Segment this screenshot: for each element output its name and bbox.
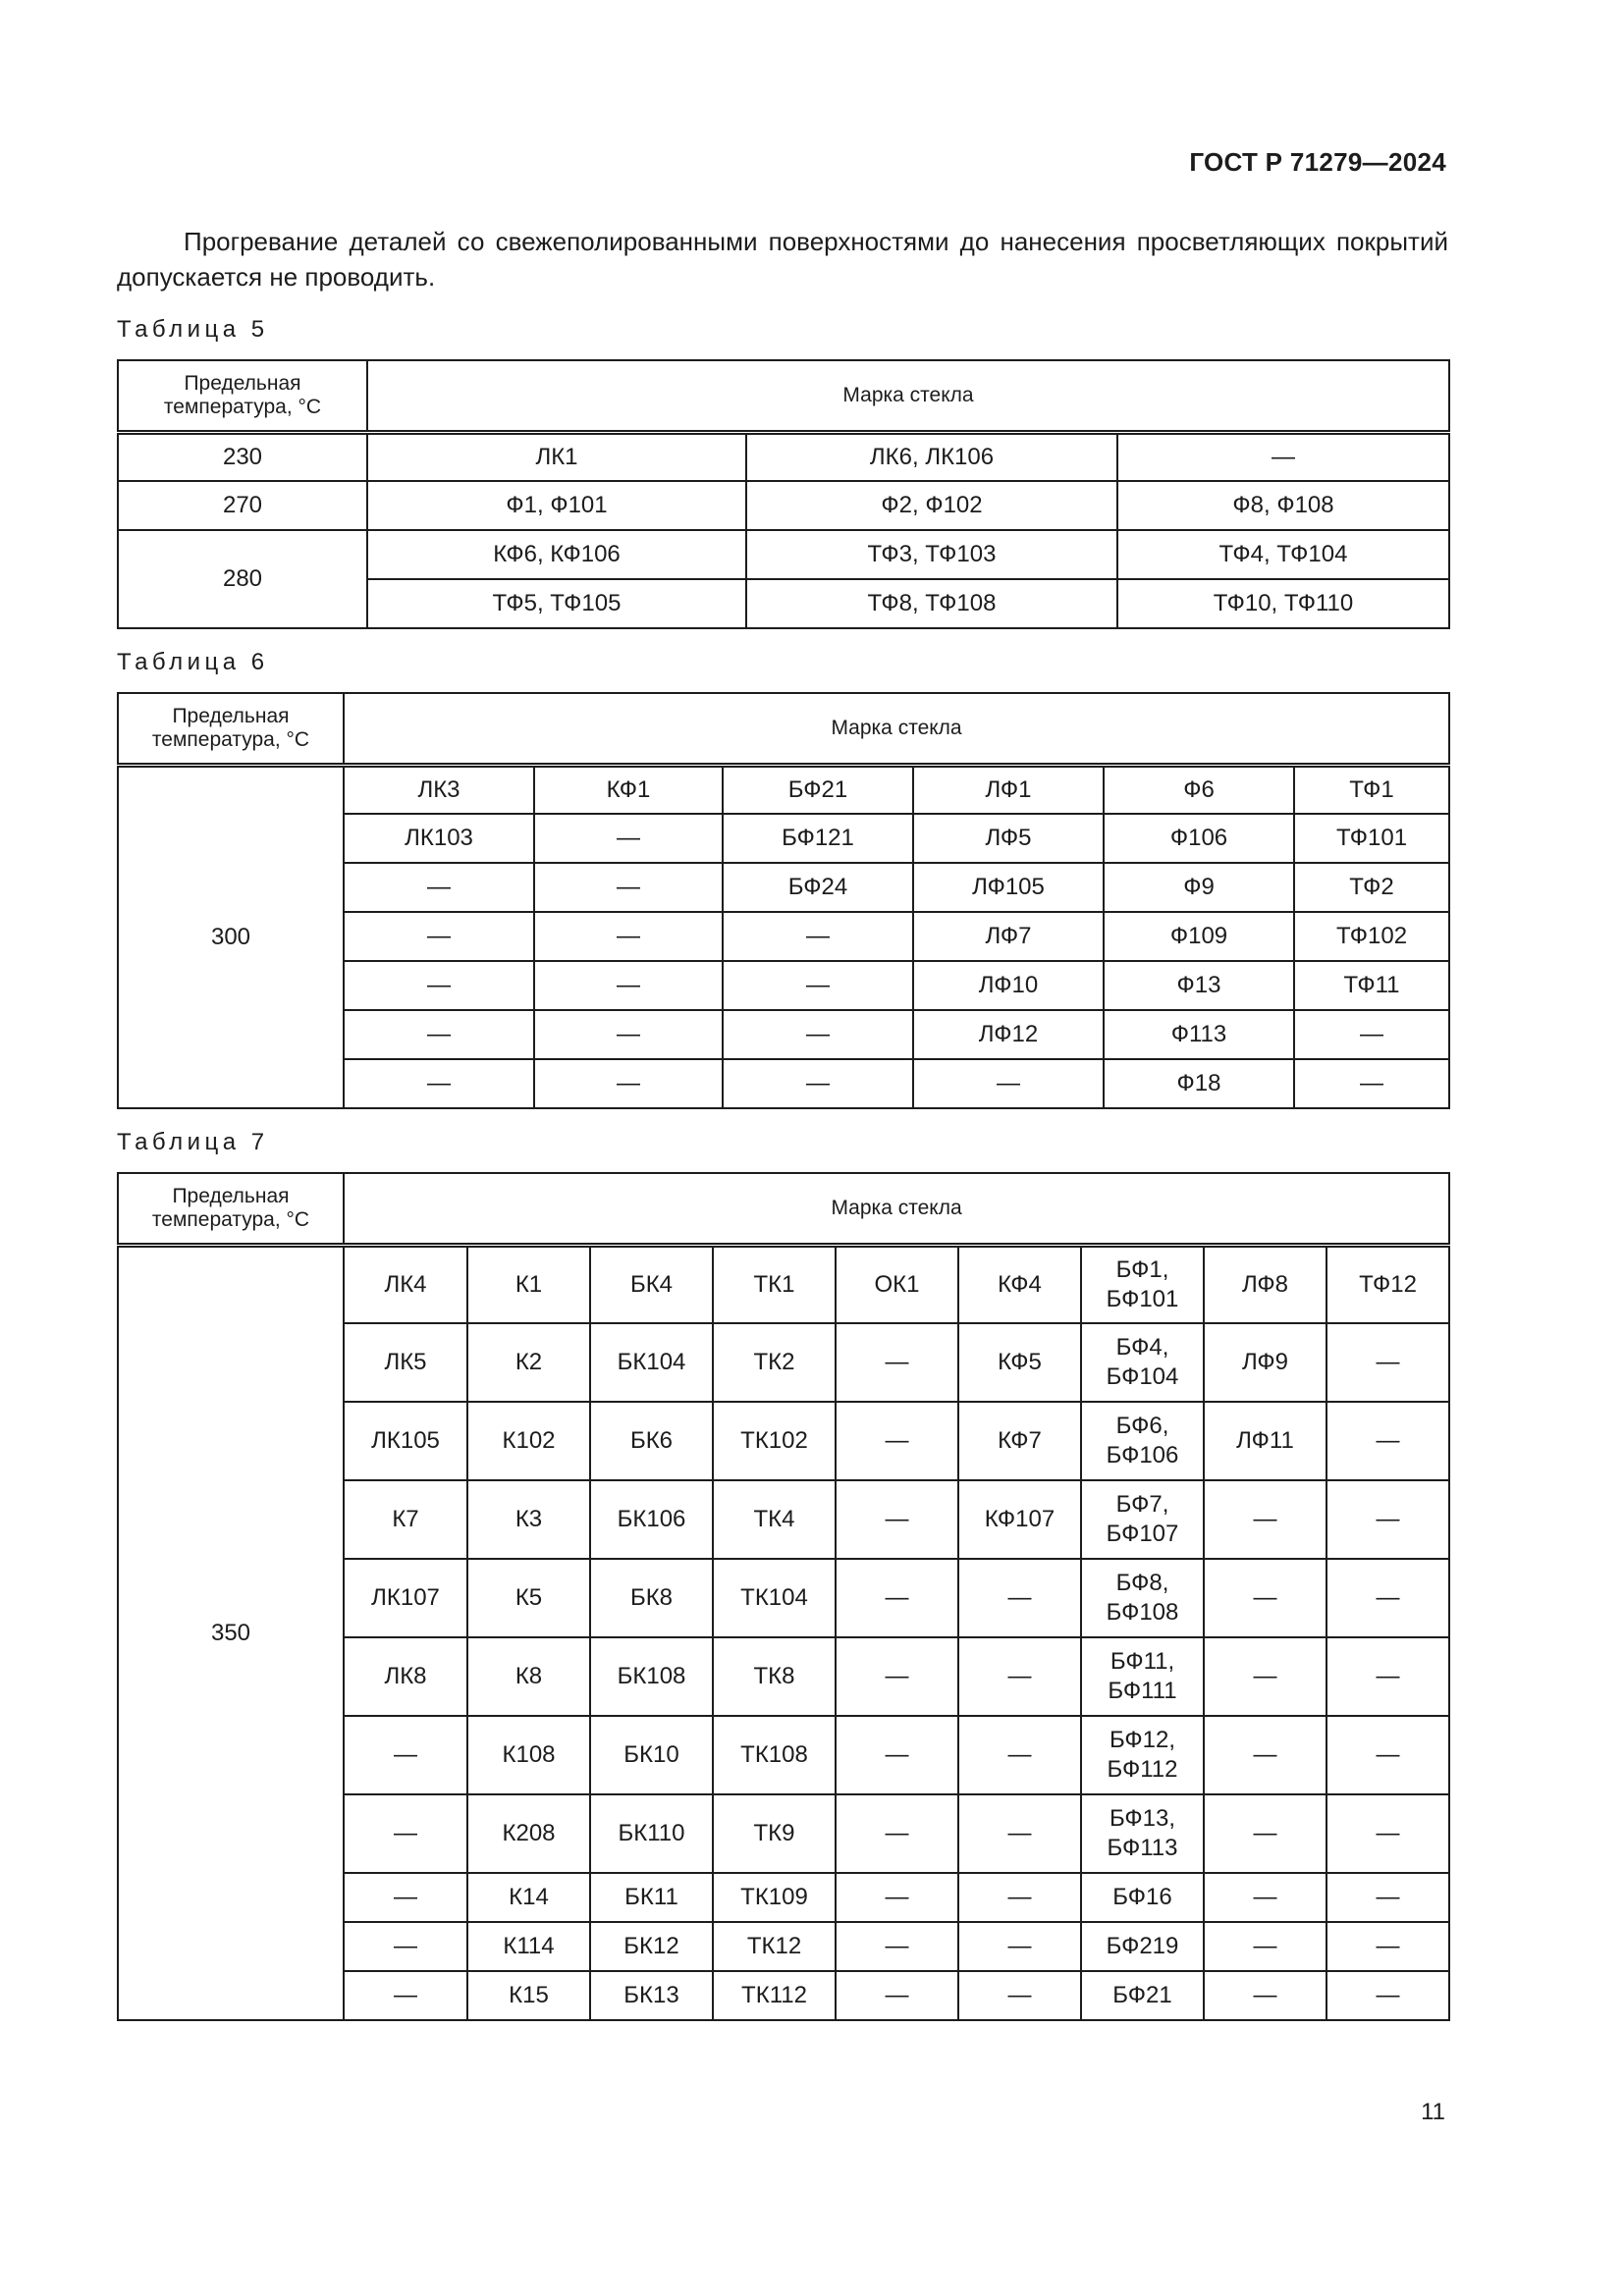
table6-cell: — — [913, 1059, 1104, 1108]
table7-cell: БФ12, БФ112 — [1081, 1716, 1204, 1794]
table7-cell: БФ6, БФ106 — [1081, 1402, 1204, 1480]
table5-cell: ТФ8, ТФ108 — [746, 579, 1117, 628]
table7-cell: — — [836, 1323, 958, 1402]
table7-cell: ТК1 — [713, 1245, 836, 1323]
table5-temp-cell: 270 — [118, 481, 367, 530]
table6-head-temperature: Предельная температура, °С — [118, 693, 344, 765]
table7-cell: ОК1 — [836, 1245, 958, 1323]
table7-cell: БК108 — [590, 1637, 713, 1716]
table6-cell: БФ121 — [723, 814, 913, 863]
table6-cell: ЛФ105 — [913, 863, 1104, 912]
table7-cell: — — [1326, 1323, 1449, 1402]
table6-body — [118, 765, 1449, 1108]
table7-cell: — — [344, 1971, 467, 2020]
table7-cell: К8 — [467, 1637, 590, 1716]
table7-cell: — — [836, 1480, 958, 1559]
table7-cell: К3 — [467, 1480, 590, 1559]
table7-cell: — — [1204, 1971, 1326, 2020]
table5-cell: ЛК1 — [367, 432, 746, 481]
table5-cell: КФ6, КФ106 — [367, 530, 746, 579]
table7-cell: — — [1326, 1716, 1449, 1794]
table7-cell: — — [1204, 1794, 1326, 1873]
table7-cell: ТК12 — [713, 1922, 836, 1971]
table6-head-glass-mark: Марка стекла — [344, 693, 1449, 765]
table7-cell: ТК9 — [713, 1794, 836, 1873]
table7-cell: БК104 — [590, 1323, 713, 1402]
table6 — [117, 692, 1450, 1109]
table6-cell: — — [344, 912, 534, 961]
table5-cell: Ф8, Ф108 — [1117, 481, 1449, 530]
table7-cell: ЛК5 — [344, 1323, 467, 1402]
table7-row — [118, 1245, 1449, 1323]
table6-cell: ЛФ7 — [913, 912, 1104, 961]
table7-cell: БФ16 — [1081, 1873, 1204, 1922]
table6-cell: ТФ2 — [1294, 863, 1449, 912]
table7-cell: ЛФ8 — [1204, 1245, 1326, 1323]
table6-cell: ТФ1 — [1294, 765, 1449, 814]
table7-cell: — — [1326, 1402, 1449, 1480]
table7-cell: ТК8 — [713, 1637, 836, 1716]
table7-cell: К2 — [467, 1323, 590, 1402]
table7-cell: ТК4 — [713, 1480, 836, 1559]
table7-cell: — — [1204, 1637, 1326, 1716]
table7-cell: БФ4, БФ104 — [1081, 1323, 1204, 1402]
table6-cell: ТФ11 — [1294, 961, 1449, 1010]
table7-cell: БФ11, БФ111 — [1081, 1637, 1204, 1716]
table7-cell: ТК104 — [713, 1559, 836, 1637]
table7-cell: ТК2 — [713, 1323, 836, 1402]
table7-cell: ТК112 — [713, 1971, 836, 2020]
table6-cell: — — [344, 1059, 534, 1108]
table7-cell: ЛФ9 — [1204, 1323, 1326, 1402]
table7-head-temperature: Предельная температура, °С — [118, 1173, 344, 1245]
table7-cell: — — [1326, 1480, 1449, 1559]
table6-cell: — — [344, 1010, 534, 1059]
table6-cell: — — [344, 863, 534, 912]
table7-cell: — — [958, 1922, 1081, 1971]
table5-cell: — — [1117, 432, 1449, 481]
table5-cell: ТФ10, ТФ110 — [1117, 579, 1449, 628]
table7-cell: — — [958, 1794, 1081, 1873]
table5-cell: ТФ4, ТФ104 — [1117, 530, 1449, 579]
table7-cell: ТФ12 — [1326, 1245, 1449, 1323]
table6-cell: Ф109 — [1104, 912, 1294, 961]
table7-temp-cell: 350 — [118, 1245, 344, 2020]
table7-cell: — — [1326, 1559, 1449, 1637]
table6-cell: ТФ102 — [1294, 912, 1449, 961]
table7-cell: БК10 — [590, 1716, 713, 1794]
table7-cell: КФ107 — [958, 1480, 1081, 1559]
table6-cell: БФ24 — [723, 863, 913, 912]
table7-cell: — — [958, 1971, 1081, 2020]
table7-body — [118, 1245, 1449, 2020]
table7-cell: БФ13, БФ113 — [1081, 1794, 1204, 1873]
table7-cell: — — [836, 1559, 958, 1637]
table5-head-temperature: Предельная температура, °С — [118, 360, 367, 432]
table7-head-glass-mark: Марка стекла — [344, 1173, 1449, 1245]
table7-cell: — — [1326, 1637, 1449, 1716]
table6-cell: Ф6 — [1104, 765, 1294, 814]
table6-cell: — — [534, 1010, 723, 1059]
table7-cell: — — [344, 1922, 467, 1971]
table6-cell: — — [344, 961, 534, 1010]
table7-cell: — — [1326, 1873, 1449, 1922]
table7-cell: — — [958, 1716, 1081, 1794]
table7-cell: БК12 — [590, 1922, 713, 1971]
table7-cell: — — [958, 1559, 1081, 1637]
table7-cell: — — [836, 1922, 958, 1971]
table7-cell: К208 — [467, 1794, 590, 1873]
table6-row — [118, 765, 1449, 814]
table7-cell: — — [836, 1971, 958, 2020]
table7-cell: К15 — [467, 1971, 590, 2020]
table6-cell: — — [723, 1010, 913, 1059]
table7-cell: БФ8, БФ108 — [1081, 1559, 1204, 1637]
table7-cell: — — [1204, 1873, 1326, 1922]
table7-cell: — — [1204, 1922, 1326, 1971]
table7-cell: БК8 — [590, 1559, 713, 1637]
table7-cell: БК110 — [590, 1794, 713, 1873]
table7-cell: ЛК107 — [344, 1559, 467, 1637]
table6-cell: — — [723, 1059, 913, 1108]
table6-cell: ЛК103 — [344, 814, 534, 863]
table7-cell: КФ5 — [958, 1323, 1081, 1402]
table6-cell: ЛК3 — [344, 765, 534, 814]
table7-cell: — — [1326, 1971, 1449, 2020]
table7-cell: БФ1, БФ101 — [1081, 1245, 1204, 1323]
table7-cell: ТК102 — [713, 1402, 836, 1480]
table7-cell: ЛК8 — [344, 1637, 467, 1716]
body-paragraph — [117, 224, 1448, 294]
table7-cell: — — [344, 1873, 467, 1922]
table6-cell: — — [723, 912, 913, 961]
table6-cell: ЛФ1 — [913, 765, 1104, 814]
table7-cell: К108 — [467, 1716, 590, 1794]
table7-cell: — — [958, 1873, 1081, 1922]
table6-cell: ЛФ12 — [913, 1010, 1104, 1059]
table6-cell: — — [534, 814, 723, 863]
table7-cell: ТК108 — [713, 1716, 836, 1794]
table6-cell: КФ1 — [534, 765, 723, 814]
table7 — [117, 1172, 1450, 2021]
table5-temp-cell: 280 — [118, 530, 367, 628]
table7-cell: К114 — [467, 1922, 590, 1971]
table7-cell: БФ7, БФ107 — [1081, 1480, 1204, 1559]
table6-cell: Ф113 — [1104, 1010, 1294, 1059]
page-number: 11 — [1421, 2099, 1445, 2125]
table5 — [117, 359, 1450, 629]
table6-cell: ЛФ5 — [913, 814, 1104, 863]
table6-cell: — — [534, 912, 723, 961]
table5-cell: ЛК6, ЛК106 — [746, 432, 1117, 481]
table5-caption: Таблица 5 — [117, 316, 269, 343]
table6-cell: ЛФ10 — [913, 961, 1104, 1010]
table7-cell: БФ21 — [1081, 1971, 1204, 2020]
table7-cell: — — [344, 1794, 467, 1873]
table7-cell: БК106 — [590, 1480, 713, 1559]
table7-cell: — — [344, 1716, 467, 1794]
table7-cell: КФ7 — [958, 1402, 1081, 1480]
table6-cell: Ф106 — [1104, 814, 1294, 863]
table7-cell: К5 — [467, 1559, 590, 1637]
table6-cell: Ф13 — [1104, 961, 1294, 1010]
table7-cell: БК13 — [590, 1971, 713, 2020]
table7-cell: БФ219 — [1081, 1922, 1204, 1971]
table6-cell: — — [534, 863, 723, 912]
table6-cell: — — [1294, 1010, 1449, 1059]
table7-cell: БК11 — [590, 1873, 713, 1922]
table7-cell: БК6 — [590, 1402, 713, 1480]
table7-cell: — — [836, 1873, 958, 1922]
table6-cell: — — [1294, 1059, 1449, 1108]
table7-caption: Таблица 7 — [117, 1129, 269, 1155]
table7-cell: — — [1204, 1716, 1326, 1794]
table6-cell: Ф18 — [1104, 1059, 1294, 1108]
table7-cell: — — [958, 1637, 1081, 1716]
table6-cell: — — [534, 961, 723, 1010]
document-code: ГОСТ Р 71279—2024 — [1189, 147, 1446, 177]
table7-cell: ЛФ11 — [1204, 1402, 1326, 1480]
table7-cell: — — [836, 1402, 958, 1480]
table5-cell: Ф2, Ф102 — [746, 481, 1117, 530]
table6-cell: Ф9 — [1104, 863, 1294, 912]
table6-cell: ТФ101 — [1294, 814, 1449, 863]
table7-cell: КФ4 — [958, 1245, 1081, 1323]
table7-cell: БК4 — [590, 1245, 713, 1323]
table6-temp-cell: 300 — [118, 765, 344, 1108]
table7-cell: — — [1326, 1794, 1449, 1873]
table7-cell: — — [836, 1716, 958, 1794]
table7-cell: ТК109 — [713, 1873, 836, 1922]
table6-cell: БФ21 — [723, 765, 913, 814]
table7-cell: К102 — [467, 1402, 590, 1480]
table7-cell: ЛК4 — [344, 1245, 467, 1323]
table7-cell: ЛК105 — [344, 1402, 467, 1480]
table6-caption: Таблица 6 — [117, 649, 269, 675]
table7-cell: — — [836, 1637, 958, 1716]
paragraph-text: Прогревание деталей со свежеполированными поверхностями до нанесения просветляющих покрытий допускается не проводить. — [117, 227, 1448, 292]
table5-temp-cell: 230 — [118, 432, 367, 481]
table5-head-glass-mark: Марка стекла — [367, 360, 1449, 432]
table6-cell: — — [534, 1059, 723, 1108]
table6-cell: — — [723, 961, 913, 1010]
table7-cell: К7 — [344, 1480, 467, 1559]
table5-cell: ТФ3, ТФ103 — [746, 530, 1117, 579]
table7-cell: К14 — [467, 1873, 590, 1922]
table5-cell: ТФ5, ТФ105 — [367, 579, 746, 628]
table7-cell: — — [1326, 1922, 1449, 1971]
table5-cell: Ф1, Ф101 — [367, 481, 746, 530]
table7-cell: — — [1204, 1559, 1326, 1637]
table7-cell: К1 — [467, 1245, 590, 1323]
table7-cell: — — [836, 1794, 958, 1873]
table7-cell: — — [1204, 1480, 1326, 1559]
